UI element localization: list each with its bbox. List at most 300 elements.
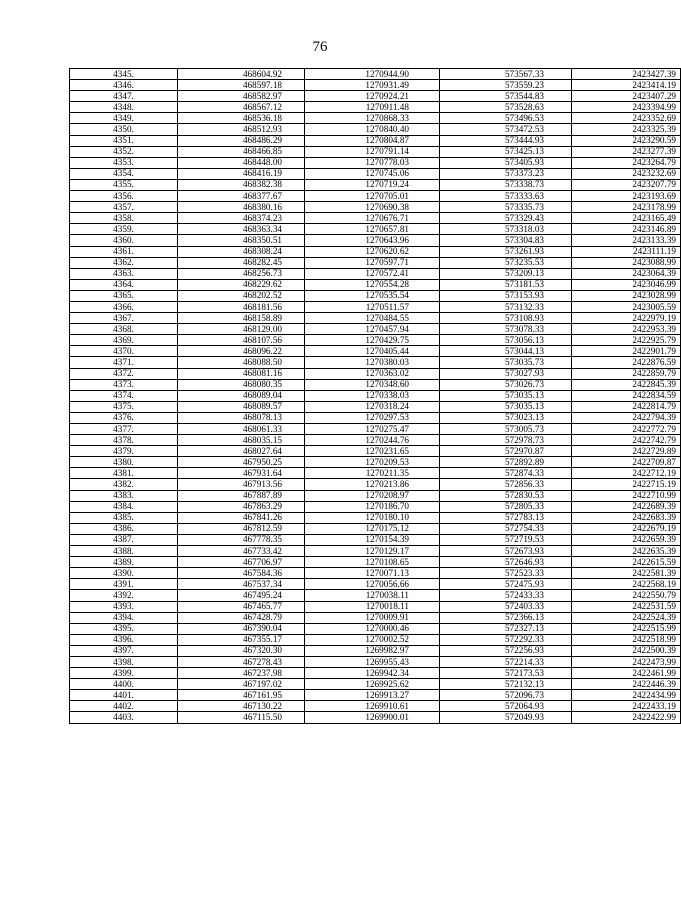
coord-y2-cell: 2422715.19: [572, 479, 681, 490]
coord-y2-cell: 2423064.39: [572, 268, 681, 279]
coord-y1-cell: 1270931.49: [305, 80, 440, 91]
coord-y2-cell: 2422709.87: [572, 457, 681, 468]
point-number-cell: 4390.: [70, 568, 178, 579]
coord-y1-cell: 1270554.28: [305, 279, 440, 290]
point-number-cell: 4386.: [70, 523, 178, 534]
point-number-cell: 4391.: [70, 579, 178, 590]
point-number-cell: 4378.: [70, 435, 178, 446]
coord-y1-cell: 1269913.27: [305, 690, 440, 701]
coord-x2-cell: 572433.33: [440, 590, 572, 601]
coord-y2-cell: 2422515.99: [572, 623, 681, 634]
coord-y2-cell: 2423232.69: [572, 168, 681, 179]
point-number-cell: 4369.: [70, 335, 178, 346]
coord-x2-cell: 573023.13: [440, 412, 572, 423]
table-row: [70, 135, 681, 146]
coord-x1-cell: 467584.36: [178, 568, 305, 579]
table-row: [70, 157, 681, 168]
coord-y1-cell: 1270705.01: [305, 191, 440, 202]
point-number-cell: 4365.: [70, 290, 178, 301]
coord-x1-cell: 467733.42: [178, 546, 305, 557]
table-row: [70, 590, 681, 601]
coord-x2-cell: 573261.93: [440, 246, 572, 257]
coord-x1-cell: 467197.02: [178, 679, 305, 690]
coord-x1-cell: 467812.59: [178, 523, 305, 534]
coord-y1-cell: 1270868.33: [305, 113, 440, 124]
coord-x2-cell: 573318.03: [440, 224, 572, 235]
point-number-cell: 4395.: [70, 623, 178, 634]
coord-x1-cell: 467278.43: [178, 656, 305, 667]
coord-x1-cell: 468377.67: [178, 191, 305, 202]
table-row: [70, 191, 681, 202]
coord-y1-cell: 1270511.57: [305, 301, 440, 312]
coord-x2-cell: 572719.53: [440, 534, 572, 545]
coord-x2-cell: 572856.33: [440, 479, 572, 490]
coord-x2-cell: 573235.53: [440, 257, 572, 268]
coord-y1-cell: 1270944.90: [305, 69, 440, 80]
coord-y2-cell: 2422568.19: [572, 579, 681, 590]
coord-x2-cell: 572132.13: [440, 679, 572, 690]
coord-x2-cell: 572970.87: [440, 446, 572, 457]
coord-x2-cell: 573425.13: [440, 146, 572, 157]
coord-y2-cell: 2423290.59: [572, 135, 681, 146]
coord-y2-cell: 2423414.19: [572, 80, 681, 91]
table-row: [70, 113, 681, 124]
coord-y2-cell: 2423325.39: [572, 124, 681, 135]
coord-x2-cell: 572475.93: [440, 579, 572, 590]
coord-x2-cell: 572805.33: [440, 501, 572, 512]
table-row: [70, 80, 681, 91]
table-row: [70, 457, 681, 468]
coord-x1-cell: 468374.23: [178, 213, 305, 224]
table-row: [70, 634, 681, 645]
coord-x1-cell: 467913.56: [178, 479, 305, 490]
coord-y2-cell: 2422845.39: [572, 379, 681, 390]
coord-x1-cell: 467537.34: [178, 579, 305, 590]
coord-y2-cell: 2422710.99: [572, 490, 681, 501]
coord-x2-cell: 572874.33: [440, 468, 572, 479]
coord-x1-cell: 467495.24: [178, 590, 305, 601]
coord-x2-cell: 572830.53: [440, 490, 572, 501]
table-row: [70, 202, 681, 213]
table-row: [70, 412, 681, 423]
point-number-cell: 4403.: [70, 712, 178, 723]
coord-x2-cell: 573304.83: [440, 235, 572, 246]
point-number-cell: 4348.: [70, 102, 178, 113]
table-row: [70, 124, 681, 135]
coord-y1-cell: 1270211.35: [305, 468, 440, 479]
coord-x2-cell: 573108.93: [440, 313, 572, 324]
coord-y1-cell: 1270231.65: [305, 446, 440, 457]
coord-x1-cell: 467841.26: [178, 512, 305, 523]
coord-y2-cell: 2423133.39: [572, 235, 681, 246]
coord-y1-cell: 1270363.02: [305, 368, 440, 379]
point-number-cell: 4358.: [70, 213, 178, 224]
coord-y2-cell: 2423088.99: [572, 257, 681, 268]
point-number-cell: 4349.: [70, 113, 178, 124]
coord-y1-cell: 1270038.11: [305, 590, 440, 601]
coord-y2-cell: 2423352.69: [572, 113, 681, 124]
coord-x2-cell: 572327.13: [440, 623, 572, 634]
coord-x2-cell: 573335.73: [440, 202, 572, 213]
coord-x2-cell: 572673.93: [440, 546, 572, 557]
coord-y2-cell: 2423407.29: [572, 91, 681, 102]
coord-x2-cell: 572256.93: [440, 645, 572, 656]
point-number-cell: 4394.: [70, 612, 178, 623]
coord-y1-cell: 1270108.65: [305, 557, 440, 568]
coord-x1-cell: 467428.79: [178, 612, 305, 623]
coord-x2-cell: 572049.93: [440, 712, 572, 723]
page-number: 76: [312, 39, 328, 55]
coord-y1-cell: 1270484.55: [305, 313, 440, 324]
point-number-cell: 4381.: [70, 468, 178, 479]
coord-x2-cell: 573528.63: [440, 102, 572, 113]
coord-x2-cell: 573544.83: [440, 91, 572, 102]
coord-x1-cell: 467465.77: [178, 601, 305, 612]
table-row: [70, 623, 681, 634]
coord-y1-cell: 1270804.87: [305, 135, 440, 146]
coord-x2-cell: 572292.33: [440, 634, 572, 645]
coord-x2-cell: 573329.43: [440, 213, 572, 224]
coord-y2-cell: 2422876.59: [572, 357, 681, 368]
point-number-cell: 4359.: [70, 224, 178, 235]
table-row: [70, 257, 681, 268]
coord-y1-cell: 1270180.10: [305, 512, 440, 523]
coord-y1-cell: 1270071.13: [305, 568, 440, 579]
coord-y1-cell: 1270009.91: [305, 612, 440, 623]
table-row: [70, 224, 681, 235]
coord-x1-cell: 467778.35: [178, 534, 305, 545]
coord-x1-cell: 467237.98: [178, 668, 305, 679]
point-number-cell: 4376.: [70, 412, 178, 423]
point-number-cell: 4401.: [70, 690, 178, 701]
coordinates-table-body: [70, 69, 681, 724]
table-row: [70, 557, 681, 568]
coord-x2-cell: 572646.93: [440, 557, 572, 568]
point-number-cell: 4363.: [70, 268, 178, 279]
coord-y2-cell: 2423146.89: [572, 224, 681, 235]
coord-y2-cell: 2423028.99: [572, 290, 681, 301]
coord-y2-cell: 2422834.59: [572, 390, 681, 401]
table-row: [70, 91, 681, 102]
coord-x1-cell: 468512.93: [178, 124, 305, 135]
table-row: [70, 102, 681, 113]
coord-x1-cell: 468363.34: [178, 224, 305, 235]
coord-x2-cell: 573132.33: [440, 301, 572, 312]
point-number-cell: 4373.: [70, 379, 178, 390]
coord-y2-cell: 2422712.19: [572, 468, 681, 479]
coord-y2-cell: 2423111.19: [572, 246, 681, 257]
point-number-cell: 4371.: [70, 357, 178, 368]
coord-x1-cell: 467130.22: [178, 701, 305, 712]
coord-x1-cell: 467950.25: [178, 457, 305, 468]
coord-y1-cell: 1270018.11: [305, 601, 440, 612]
coord-y1-cell: 1270676.71: [305, 213, 440, 224]
table-row: [70, 490, 681, 501]
coord-y2-cell: 2423427.39: [572, 69, 681, 80]
coord-y2-cell: 2422814.79: [572, 401, 681, 412]
coord-x1-cell: 468061.33: [178, 424, 305, 435]
point-number-cell: 4352.: [70, 146, 178, 157]
table-row: [70, 479, 681, 490]
coord-y2-cell: 2422524.39: [572, 612, 681, 623]
coord-y1-cell: 1270213.86: [305, 479, 440, 490]
coord-y1-cell: 1269910.61: [305, 701, 440, 712]
coord-x1-cell: 468089.57: [178, 401, 305, 412]
coord-y1-cell: 1270690.38: [305, 202, 440, 213]
table-row: [70, 690, 681, 701]
coord-x1-cell: 467931.64: [178, 468, 305, 479]
coord-y1-cell: 1270745.06: [305, 168, 440, 179]
table-row: [70, 313, 681, 324]
coord-x2-cell: 572064.93: [440, 701, 572, 712]
coord-x1-cell: 467863.29: [178, 501, 305, 512]
coord-y1-cell: 1269942.34: [305, 668, 440, 679]
table-row: [70, 512, 681, 523]
coord-y2-cell: 2422446.39: [572, 679, 681, 690]
point-number-cell: 4354.: [70, 168, 178, 179]
coord-x2-cell: 573153.93: [440, 290, 572, 301]
point-number-cell: 4377.: [70, 424, 178, 435]
coord-x2-cell: 572173.53: [440, 668, 572, 679]
coord-y1-cell: 1270620.62: [305, 246, 440, 257]
point-number-cell: 4355.: [70, 179, 178, 190]
coord-x2-cell: 573559.23: [440, 80, 572, 91]
table-row: [70, 69, 681, 80]
table-row: [70, 446, 681, 457]
coord-x1-cell: 468078.13: [178, 412, 305, 423]
coord-y2-cell: 2423394.99: [572, 102, 681, 113]
coord-x2-cell: 573035.13: [440, 401, 572, 412]
coord-x2-cell: 573035.73: [440, 357, 572, 368]
coord-y2-cell: 2422683.39: [572, 512, 681, 523]
coord-y2-cell: 2423165.49: [572, 213, 681, 224]
coord-y2-cell: 2422901.79: [572, 346, 681, 357]
point-number-cell: 4350.: [70, 124, 178, 135]
point-number-cell: 4360.: [70, 235, 178, 246]
table-row: [70, 468, 681, 479]
point-number-cell: 4368.: [70, 324, 178, 335]
coord-y1-cell: 1270429.75: [305, 335, 440, 346]
coord-y2-cell: 2423178.99: [572, 202, 681, 213]
table-row: [70, 401, 681, 412]
coord-y2-cell: 2423193.69: [572, 191, 681, 202]
coord-y2-cell: 2422979.19: [572, 313, 681, 324]
coord-y1-cell: 1270338.03: [305, 390, 440, 401]
coord-y1-cell: 1270405.44: [305, 346, 440, 357]
coord-x1-cell: 467887.89: [178, 490, 305, 501]
table-row: [70, 268, 681, 279]
point-number-cell: 4389.: [70, 557, 178, 568]
point-number-cell: 4399.: [70, 668, 178, 679]
coord-x1-cell: 468080.35: [178, 379, 305, 390]
coord-y2-cell: 2422500.39: [572, 645, 681, 656]
point-number-cell: 4385.: [70, 512, 178, 523]
coord-y1-cell: 1269982.97: [305, 645, 440, 656]
coord-x2-cell: 572892.89: [440, 457, 572, 468]
coord-x1-cell: 467706.97: [178, 557, 305, 568]
point-number-cell: 4379.: [70, 446, 178, 457]
coord-x1-cell: 468202.52: [178, 290, 305, 301]
coord-x1-cell: 468181.56: [178, 301, 305, 312]
coord-x1-cell: 468382.38: [178, 179, 305, 190]
coord-y2-cell: 2422550.79: [572, 590, 681, 601]
coord-x2-cell: 573035.13: [440, 390, 572, 401]
point-number-cell: 4345.: [70, 69, 178, 80]
table-row: [70, 712, 681, 723]
point-number-cell: 4388.: [70, 546, 178, 557]
coord-y1-cell: 1270002.52: [305, 634, 440, 645]
table-row: [70, 368, 681, 379]
point-number-cell: 4372.: [70, 368, 178, 379]
coord-y1-cell: 1269925.62: [305, 679, 440, 690]
coord-y1-cell: 1270572.41: [305, 268, 440, 279]
point-number-cell: 4397.: [70, 645, 178, 656]
table-row: [70, 235, 681, 246]
coord-y2-cell: 2423005.59: [572, 301, 681, 312]
point-number-cell: 4392.: [70, 590, 178, 601]
coord-x1-cell: 468035.15: [178, 435, 305, 446]
coord-x1-cell: 468229.62: [178, 279, 305, 290]
coord-y2-cell: 2422422.99: [572, 712, 681, 723]
point-number-cell: 4387.: [70, 534, 178, 545]
table-row: [70, 579, 681, 590]
coord-x2-cell: 573567.33: [440, 69, 572, 80]
table-row: [70, 290, 681, 301]
coord-y1-cell: 1269900.01: [305, 712, 440, 723]
table-row: [70, 390, 681, 401]
coord-y1-cell: 1270175.12: [305, 523, 440, 534]
table-row: [70, 546, 681, 557]
coord-y2-cell: 2422859.79: [572, 368, 681, 379]
point-number-cell: 4398.: [70, 656, 178, 667]
coord-y2-cell: 2422581.39: [572, 568, 681, 579]
point-number-cell: 4393.: [70, 601, 178, 612]
coord-y1-cell: 1270209.53: [305, 457, 440, 468]
coord-y1-cell: 1270597.71: [305, 257, 440, 268]
coord-y2-cell: 2423277.39: [572, 146, 681, 157]
coord-y1-cell: 1270275.47: [305, 424, 440, 435]
coord-x1-cell: 467355.17: [178, 634, 305, 645]
coord-x1-cell: 468350.51: [178, 235, 305, 246]
coord-y1-cell: 1270643.96: [305, 235, 440, 246]
table-row: [70, 168, 681, 179]
coord-y1-cell: 1270244.76: [305, 435, 440, 446]
coord-x2-cell: 573044.13: [440, 346, 572, 357]
table-row: [70, 679, 681, 690]
point-number-cell: 4383.: [70, 490, 178, 501]
point-number-cell: 4361.: [70, 246, 178, 257]
point-number-cell: 4400.: [70, 679, 178, 690]
coord-y1-cell: 1269955.43: [305, 656, 440, 667]
coord-x1-cell: 468256.73: [178, 268, 305, 279]
table-row: [70, 346, 681, 357]
point-number-cell: 4375.: [70, 401, 178, 412]
coord-x2-cell: 573181.53: [440, 279, 572, 290]
coord-x2-cell: 573496.53: [440, 113, 572, 124]
coord-y1-cell: 1270457.94: [305, 324, 440, 335]
coord-x1-cell: 468486.29: [178, 135, 305, 146]
coord-x2-cell: 573026.73: [440, 379, 572, 390]
coord-y2-cell: 2422433.19: [572, 701, 681, 712]
point-number-cell: 4353.: [70, 157, 178, 168]
coord-x2-cell: 573027.93: [440, 368, 572, 379]
coord-x1-cell: 468466.85: [178, 146, 305, 157]
coord-y1-cell: 1270056.66: [305, 579, 440, 590]
coord-y1-cell: 1270000.46: [305, 623, 440, 634]
coord-y1-cell: 1270657.81: [305, 224, 440, 235]
point-number-cell: 4370.: [70, 346, 178, 357]
coord-x1-cell: 467390.04: [178, 623, 305, 634]
coord-x1-cell: 468089.04: [178, 390, 305, 401]
coord-x2-cell: 573373.23: [440, 168, 572, 179]
coord-x1-cell: 468107.56: [178, 335, 305, 346]
coord-x2-cell: 572096.73: [440, 690, 572, 701]
coord-y1-cell: 1270154.39: [305, 534, 440, 545]
coord-y2-cell: 2422518.99: [572, 634, 681, 645]
coord-x2-cell: 573209.13: [440, 268, 572, 279]
coord-y1-cell: 1270129.17: [305, 546, 440, 557]
point-number-cell: 4351.: [70, 135, 178, 146]
coord-x1-cell: 468158.89: [178, 313, 305, 324]
coord-x2-cell: 572523.33: [440, 568, 572, 579]
table-row: [70, 301, 681, 312]
point-number-cell: 4380.: [70, 457, 178, 468]
coord-y1-cell: 1270535.54: [305, 290, 440, 301]
point-number-cell: 4367.: [70, 313, 178, 324]
table-row: [70, 523, 681, 534]
coord-y2-cell: 2422473.99: [572, 656, 681, 667]
table-row: [70, 357, 681, 368]
coord-x1-cell: 467115.50: [178, 712, 305, 723]
coord-x1-cell: 468308.24: [178, 246, 305, 257]
coord-y1-cell: 1270719.24: [305, 179, 440, 190]
coord-x1-cell: 468416.19: [178, 168, 305, 179]
coord-x1-cell: 468380.16: [178, 202, 305, 213]
table-row: [70, 379, 681, 390]
coord-y1-cell: 1270911.48: [305, 102, 440, 113]
point-number-cell: 4384.: [70, 501, 178, 512]
coord-y1-cell: 1270924.21: [305, 91, 440, 102]
table-row: [70, 501, 681, 512]
table-row: [70, 279, 681, 290]
coord-y2-cell: 2423046.99: [572, 279, 681, 290]
coord-y2-cell: 2422461.99: [572, 668, 681, 679]
coord-y1-cell: 1270297.53: [305, 412, 440, 423]
table-row: [70, 534, 681, 545]
point-number-cell: 4347.: [70, 91, 178, 102]
coord-x2-cell: 573333.63: [440, 191, 572, 202]
coord-x2-cell: 573078.33: [440, 324, 572, 335]
point-number-cell: 4356.: [70, 191, 178, 202]
point-number-cell: 4396.: [70, 634, 178, 645]
coord-y2-cell: 2422794.39: [572, 412, 681, 423]
coord-x2-cell: 572754.33: [440, 523, 572, 534]
table-row: [70, 424, 681, 435]
coord-x2-cell: 572978.73: [440, 435, 572, 446]
table-row: [70, 701, 681, 712]
coord-x1-cell: 467320.30: [178, 645, 305, 656]
coord-x1-cell: 468597.18: [178, 80, 305, 91]
coord-y2-cell: 2422659.39: [572, 534, 681, 545]
table-row: [70, 335, 681, 346]
table-row: [70, 668, 681, 679]
coord-y2-cell: 2422635.39: [572, 546, 681, 557]
table-row: [70, 656, 681, 667]
coord-x1-cell: 468448.00: [178, 157, 305, 168]
table-row: [70, 213, 681, 224]
point-number-cell: 4402.: [70, 701, 178, 712]
coord-x2-cell: 572214.33: [440, 656, 572, 667]
